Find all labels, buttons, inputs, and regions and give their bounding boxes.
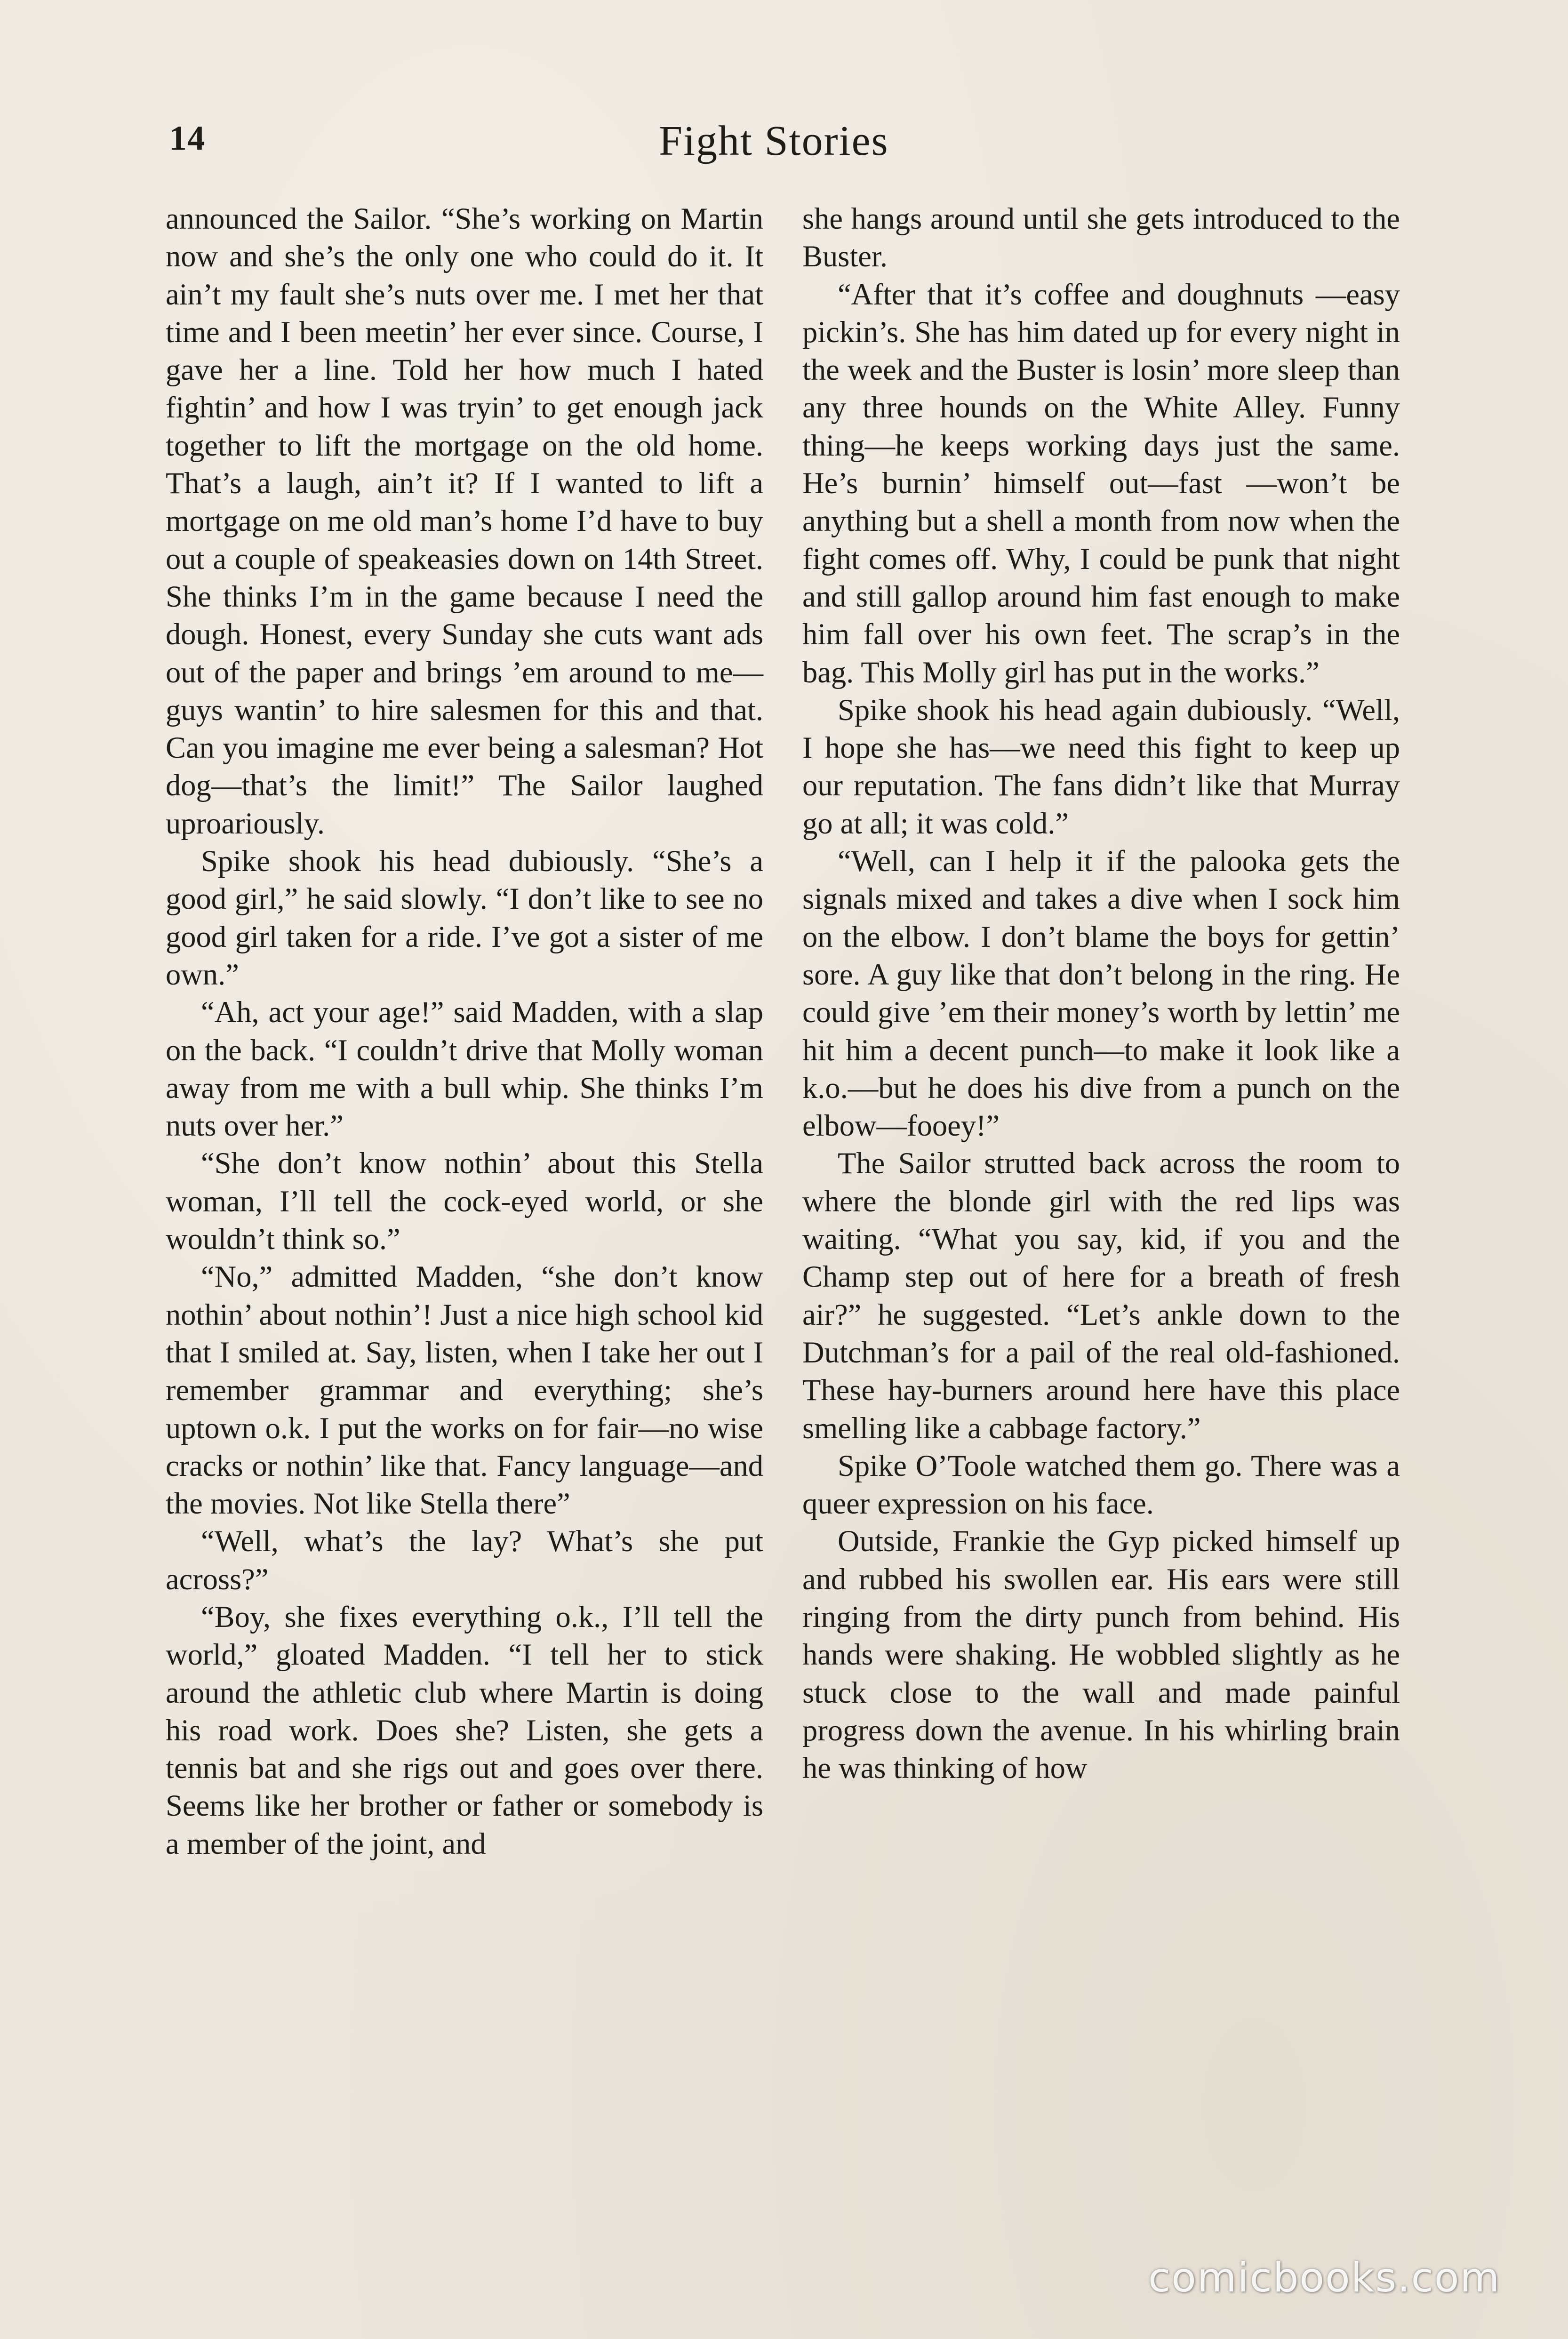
paragraph: “After that it’s coffee and doughnuts —easy pickin’s. She has him dated up for every night in the week and the Buster is losin’ more sleep than any three hounds on the White Alley. Funny thing—he keeps working days just the same. He’s burnin’ himself out—fast —won’t be anything but a shell a month from now when the fight comes off. Why, I could be punk that night and still gallop around him fast enough to make him fall over his own feet. The scrap’s in the bag. This Molly girl has put in the works.” xyxy=(802,277,1400,689)
paragraph: Spike shook his head dubiously. “She’s a good girl,” he said slowly. “I don’t like to see no good girl taken for a ride. I’ve got a sister of me own.” xyxy=(166,844,763,991)
paragraph: Outside, Frankie the Gyp picked himself up and rubbed his swollen ear. His ears were still ringing from the dirty punch from behind. His hands were shaking. He wobbled slightly as he stuck close to the wall and made painful progress down the avenue. In his whirling brain he was thinking of how xyxy=(802,1524,1400,1785)
paragraph: “No,” admitted Madden, “she don’t know nothin’ about nothin’! Just a nice high school kid that I smiled at. Say, listen, when I take her out I remember grammar and everything; she’s uptown o.k. I put the works on for fair—no wise cracks or nothin’ like that. Fancy language—and the movies. Not like Stella there” xyxy=(166,1260,763,1521)
paragraph: “Well, can I help it if the palooka gets the signals mixed and takes a dive when I sock him on the elbow. I don’t blame the boys for gettin’ sore. A guy like that don’t belong in the ring. He could give ’em their money’s worth by lettin’ me hit him a decent punch—to make it look like a k.o.—but he does his dive from a punch on the elbow—fooey!” xyxy=(802,844,1400,1143)
right-column xyxy=(802,200,1400,1787)
page-number: 14 xyxy=(169,119,205,158)
watermark: comicbooks.com xyxy=(1148,2254,1501,2301)
paragraph: “Ah, act your age!” said Madden, with a slap on the back. “I couldn’t drive that Molly woman away from me with a bull whip. She thinks I’m nuts over her.” xyxy=(166,995,763,1143)
paragraph: “Well, what’s the lay? What’s she put across?” xyxy=(166,1524,763,1596)
paragraph: “She don’t know nothin’ about this Stella woman, I’ll tell the cock-eyed world, or she wouldn’t think so.” xyxy=(166,1146,763,1256)
paragraph: she hangs around until she gets introduced to the Buster. xyxy=(802,202,1400,273)
paragraph: Spike shook his head again dubiously. “Well, I hope she has—we need this fight to keep up our reputation. The fans didn’t like that Murray go at all; it was cold.” xyxy=(802,693,1400,840)
running-title: Fight Stories xyxy=(659,118,889,164)
paragraph: The Sailor strutted back across the room to where the blonde girl with the red lips was waiting. “What you say, kid, if you and the Champ step out of here for a breath of fresh air?” he suggested. “Let’s ankle down to the Dutchman’s for a pail of the real old-fashioned. These hay-burners around here have this place smelling like a cabbage factory.” xyxy=(802,1146,1400,1445)
left-column xyxy=(166,200,763,1863)
paragraph: announced the Sailor. “She’s working on Martin now and she’s the only one who could do it. It ain’t my fault she’s nuts over me. I met her that time and I been meetin’ her ever since. Course, I gave her a line. Told her how much I hated fightin’ and how I was tryin’ to get enough jack together to lift the mortgage on the old home. That’s a laugh, ain’t it? If I wanted to lift a mortgage on me old man’s home I’d have to buy out a couple of speakeasies down on 14th Street. She thinks I’m in the game because I need the dough. Honest, every Sunday she cuts want ads out of the paper and brings ’em around to me—guys wantin’ to hire salesmen for this and that. Can you imagine me ever being a salesman? Hot dog—that’s the limit!” The Sailor laughed uproariously. xyxy=(166,202,763,840)
paragraph: “Boy, she fixes everything o.k., I’ll tell the world,” gloated Madden. “I tell her to stick around the athletic club where Martin is doing his road work. Does she? Listen, she gets a tennis bat and she rigs out and goes over there. Seems like her brother or father or somebody is a member of the joint, and xyxy=(166,1600,763,1860)
paragraph: Spike O’Toole watched them go. There was a queer expression on his face. xyxy=(802,1449,1400,1521)
